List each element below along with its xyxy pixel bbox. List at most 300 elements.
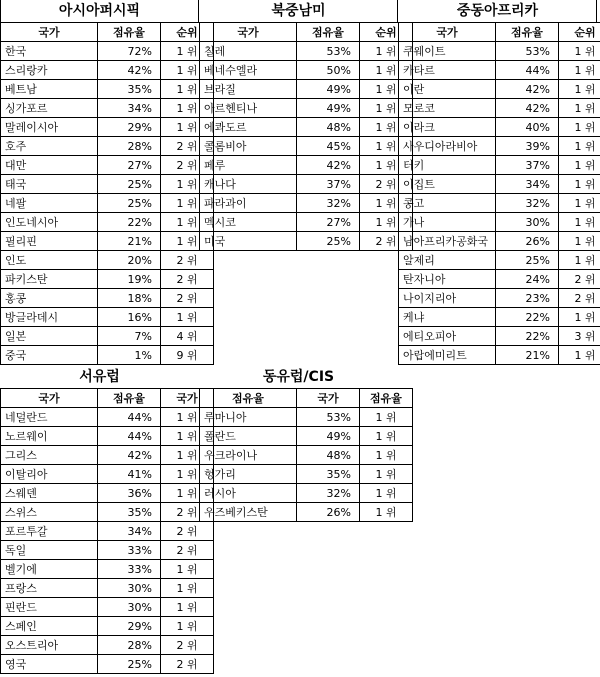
table-row [1,289,214,308]
table-row [200,232,413,251]
rank-cell: 1 위 [161,308,214,327]
table-row [1,42,214,61]
table-row [200,465,413,484]
table-body [1,42,214,365]
country-cell: 스웨덴 [1,484,98,503]
table-header-row [200,23,413,42]
share-cell: 44% [98,408,161,427]
country-cell: 루마니아 [200,408,297,427]
share-cell: 42% [98,61,161,80]
table-row [1,118,214,137]
rank-cell: 1 위 [360,465,413,484]
country-cell: 멕시코 [200,213,297,232]
rank-cell: 1 위 [360,408,413,427]
rank-cell: 2 위 [360,175,413,194]
table-row [200,503,413,522]
table-row [200,80,413,99]
table-row [1,560,214,579]
header-cell: 순위 [559,23,600,42]
rank-cell: 1 위 [559,80,600,99]
table-row [1,308,214,327]
country-cell: 싱가포르 [1,99,98,118]
table-row [200,61,413,80]
rank-cell: 1 위 [161,118,214,137]
table-row [200,137,413,156]
country-cell: 스페인 [1,617,98,636]
header-cell: 국가 [1,389,98,408]
rank-cell: 1 위 [559,118,600,137]
country-cell: 터키 [399,156,496,175]
table-row [1,251,214,270]
country-cell: 노르웨이 [1,427,98,446]
country-cell: 알제리 [399,251,496,270]
share-cell: 42% [98,446,161,465]
share-cell: 34% [98,522,161,541]
region-title: 서유럽 [79,369,120,385]
rank-cell: 1 위 [559,99,600,118]
rank-cell: 1 위 [360,427,413,446]
share-cell: 19% [98,270,161,289]
region-block-western-europe [0,366,199,674]
country-cell: 카타르 [399,61,496,80]
share-cell: 33% [98,560,161,579]
region-title: 아시아퍼시픽 [58,3,141,19]
table-row [1,503,214,522]
rank-cell: 1 위 [161,175,214,194]
rank-cell: 1 위 [161,42,214,61]
rank-cell: 1 위 [161,213,214,232]
country-cell: 에콰도르 [200,118,297,137]
table-header-row [1,23,214,42]
share-cell: 29% [98,118,161,137]
share-cell: 35% [98,503,161,522]
country-cell: 방글라데시 [1,308,98,327]
country-cell: 브라질 [200,80,297,99]
share-cell: 49% [297,80,360,99]
share-cell: 32% [297,484,360,503]
country-cell: 이탈리아 [1,465,98,484]
share-cell: 24% [496,270,559,289]
table-row [399,232,600,251]
table-row [1,522,214,541]
table-row [200,99,413,118]
header-cell: 국가 [200,23,297,42]
country-cell: 인도 [1,251,98,270]
country-cell: 콜롬비아 [200,137,297,156]
share-cell: 33% [98,541,161,560]
table-row [1,270,214,289]
header-cell: 국가 [399,23,496,42]
header-cell: 점유율 [98,23,161,42]
country-cell: 러시아 [200,484,297,503]
country-cell: 콩고 [399,194,496,213]
table-row [1,655,214,674]
share-cell: 35% [297,465,360,484]
table-row [200,427,413,446]
frame-line [397,0,398,22]
region-block-middle-east-africa [398,0,597,365]
table-body [200,42,413,251]
rank-cell: 1 위 [559,175,600,194]
share-cell: 18% [98,289,161,308]
rank-cell: 2 위 [161,270,214,289]
country-cell: 파라과이 [200,194,297,213]
table-row [1,484,214,503]
country-cell: 파키스탄 [1,270,98,289]
rank-cell: 1 위 [559,232,600,251]
share-cell: 35% [98,80,161,99]
country-cell: 가나 [399,213,496,232]
rank-cell: 1 위 [161,427,214,446]
share-cell: 32% [297,194,360,213]
frame-line [596,0,597,22]
table-header-row [200,389,413,408]
share-cell: 16% [98,308,161,327]
rank-cell: 1 위 [559,213,600,232]
header-cell: 점유율 [496,23,559,42]
rank-cell: 1 위 [559,251,600,270]
share-cell: 42% [496,99,559,118]
share-cell: 25% [98,655,161,674]
share-cell: 42% [496,80,559,99]
table-row [1,541,214,560]
share-cell: 28% [98,636,161,655]
rank-cell: 1 위 [559,42,600,61]
region-block-americas [199,0,398,251]
rank-cell: 1 위 [559,346,600,365]
table-row [1,327,214,346]
share-cell: 30% [98,598,161,617]
rank-cell: 4 위 [161,327,214,346]
table-row [200,484,413,503]
rank-cell: 2 위 [161,522,214,541]
share-cell: 34% [98,99,161,118]
country-cell: 우크라이나 [200,446,297,465]
share-cell: 40% [496,118,559,137]
region-block-asia-pacific [0,0,199,365]
country-cell: 한국 [1,42,98,61]
country-cell: 네덜란드 [1,408,98,427]
rank-cell: 1 위 [161,617,214,636]
table-row [200,175,413,194]
region-title: 북중남미 [271,3,326,19]
table-row [1,175,214,194]
header-cell: 점유율 [297,23,360,42]
table-row [399,308,600,327]
rank-cell: 1 위 [161,598,214,617]
table-row [1,598,214,617]
share-cell: 25% [297,232,360,251]
table-row [1,213,214,232]
share-cell: 49% [297,427,360,446]
country-cell: 일본 [1,327,98,346]
country-cell: 폴란드 [200,427,297,446]
country-cell: 인도네시아 [1,213,98,232]
rank-cell: 1 위 [360,61,413,80]
header-cell: 국가 [297,389,360,408]
header-cell: 점유율 [360,389,413,408]
country-cell: 칠레 [200,42,297,61]
country-cell: 독일 [1,541,98,560]
country-cell: 핀란드 [1,598,98,617]
share-cell: 48% [297,118,360,137]
country-cell: 에티오피아 [399,327,496,346]
rank-cell: 1 위 [161,408,214,427]
rank-cell: 2 위 [161,251,214,270]
table-row [399,194,600,213]
rank-cell: 2 위 [161,137,214,156]
table-row [399,213,600,232]
table-row [399,42,600,61]
table-header-row [1,389,214,408]
country-cell: 헝가리 [200,465,297,484]
frame-line [0,0,1,22]
table-row [1,579,214,598]
table-row [399,175,600,194]
share-cell: 49% [297,99,360,118]
country-cell: 우즈베키스탄 [200,503,297,522]
table-row [1,427,214,446]
rank-cell: 1 위 [161,232,214,251]
share-cell: 7% [98,327,161,346]
table-row [1,408,214,427]
rank-cell: 2 위 [559,270,600,289]
table-row [1,346,214,365]
country-cell: 필리핀 [1,232,98,251]
rank-cell: 2 위 [161,503,214,522]
rank-cell: 2 위 [161,655,214,674]
rank-cell: 2 위 [161,289,214,308]
table-row [1,137,214,156]
share-cell: 41% [98,465,161,484]
share-cell: 50% [297,61,360,80]
share-cell: 30% [98,579,161,598]
rank-cell: 1 위 [559,61,600,80]
rank-cell: 1 위 [161,560,214,579]
rank-cell: 1 위 [360,484,413,503]
rank-cell: 1 위 [161,80,214,99]
share-cell: 20% [98,251,161,270]
header-cell: 순위 [360,23,413,42]
rank-cell: 1 위 [360,446,413,465]
table-row [200,194,413,213]
table-row [1,232,214,251]
table-row [399,61,600,80]
table-row [1,446,214,465]
rank-cell: 1 위 [360,156,413,175]
country-cell: 남아프리카공화국 [399,232,496,251]
country-cell: 이란 [399,80,496,99]
country-cell: 아르헨티나 [200,99,297,118]
share-cell: 25% [496,251,559,270]
country-cell: 호주 [1,137,98,156]
table-header-row [399,23,600,42]
table-row [399,289,600,308]
country-cell: 벨기에 [1,560,98,579]
rank-cell: 3 위 [559,327,600,346]
table-row [1,636,214,655]
country-cell: 영국 [1,655,98,674]
share-cell: 30% [496,213,559,232]
table-row [200,118,413,137]
share-cell: 28% [98,137,161,156]
country-cell: 이라크 [399,118,496,137]
share-cell: 27% [98,156,161,175]
table-row [399,270,600,289]
table-row [399,118,600,137]
table-row [399,251,600,270]
rank-cell: 1 위 [161,465,214,484]
table-row [1,156,214,175]
rank-cell: 1 위 [360,118,413,137]
region-block-eastern-europe-cis [199,366,402,522]
frame-line [198,0,199,22]
table-row [399,327,600,346]
table-row [200,156,413,175]
share-cell: 37% [496,156,559,175]
rank-cell: 1 위 [161,99,214,118]
region-table [398,22,600,365]
country-cell: 탄자니아 [399,270,496,289]
table-row [200,408,413,427]
rank-cell: 1 위 [360,213,413,232]
share-cell: 53% [496,42,559,61]
region-table [0,388,214,674]
rank-cell: 1 위 [360,503,413,522]
share-cell: 29% [98,617,161,636]
country-cell: 스리랑카 [1,61,98,80]
country-cell: 케냐 [399,308,496,327]
rank-cell: 2 위 [360,232,413,251]
share-cell: 1% [98,346,161,365]
header-cell: 국가 [1,23,98,42]
table-row [200,213,413,232]
share-cell: 34% [496,175,559,194]
rank-cell: 1 위 [559,156,600,175]
share-cell: 53% [297,408,360,427]
table-row [399,99,600,118]
share-cell: 26% [496,232,559,251]
table-row [399,346,600,365]
country-cell: 베네수엘라 [200,61,297,80]
country-cell: 베트남 [1,80,98,99]
region-table [199,22,413,251]
region-table [0,22,214,365]
share-cell: 22% [496,308,559,327]
rank-cell: 1 위 [559,194,600,213]
country-cell: 중국 [1,346,98,365]
share-cell: 44% [496,61,559,80]
share-cell: 26% [297,503,360,522]
share-cell: 45% [297,137,360,156]
share-cell: 48% [297,446,360,465]
table-row [399,80,600,99]
table-body [200,408,413,522]
country-cell: 말레이시아 [1,118,98,137]
rank-cell: 1 위 [161,579,214,598]
table-row [1,194,214,213]
country-cell: 쿠웨이트 [399,42,496,61]
country-cell: 이집트 [399,175,496,194]
country-cell: 그리스 [1,446,98,465]
rank-cell: 1 위 [161,61,214,80]
rank-cell: 2 위 [559,289,600,308]
country-cell: 프랑스 [1,579,98,598]
share-cell: 72% [98,42,161,61]
header-cell: 순위 [161,23,214,42]
table-row [200,446,413,465]
country-cell: 스위스 [1,503,98,522]
share-cell: 32% [496,194,559,213]
rank-cell: 1 위 [559,137,600,156]
rank-cell: 2 위 [161,541,214,560]
rank-cell: 1 위 [360,137,413,156]
share-cell: 36% [98,484,161,503]
country-cell: 아랍에미리트 [399,346,496,365]
rank-cell: 1 위 [161,484,214,503]
country-cell: 대만 [1,156,98,175]
country-cell: 나이지리아 [399,289,496,308]
share-cell: 21% [496,346,559,365]
country-cell: 홍콩 [1,289,98,308]
rank-cell: 2 위 [161,156,214,175]
rank-cell: 1 위 [161,446,214,465]
share-cell: 39% [496,137,559,156]
table-body [399,42,600,365]
share-cell: 37% [297,175,360,194]
rank-cell: 1 위 [360,99,413,118]
rank-cell: 1 위 [360,194,413,213]
country-cell: 태국 [1,175,98,194]
country-cell: 모로코 [399,99,496,118]
table-row [399,137,600,156]
rank-cell: 9 위 [161,346,214,365]
country-cell: 페루 [200,156,297,175]
header-cell: 점유율 [200,389,297,408]
region-title: 동유럽/CIS [262,369,335,385]
header-cell: 점유율 [98,389,161,408]
country-cell: 네팔 [1,194,98,213]
header-cell: 국가 [161,389,214,408]
table-row [399,156,600,175]
region-table [199,388,413,522]
share-cell: 25% [98,194,161,213]
share-cell: 21% [98,232,161,251]
country-cell: 사우디아라비아 [399,137,496,156]
rank-cell: 2 위 [161,636,214,655]
share-cell: 44% [98,427,161,446]
country-cell: 오스트리아 [1,636,98,655]
country-cell: 미국 [200,232,297,251]
share-cell: 22% [496,327,559,346]
table-row [1,465,214,484]
rank-cell: 1 위 [360,80,413,99]
share-cell: 42% [297,156,360,175]
share-cell: 27% [297,213,360,232]
rank-cell: 1 위 [360,42,413,61]
table-row [1,61,214,80]
share-cell: 23% [496,289,559,308]
country-cell: 캐나다 [200,175,297,194]
rank-cell: 1 위 [559,308,600,327]
country-cell: 포르투갈 [1,522,98,541]
share-cell: 22% [98,213,161,232]
region-title: 중동아프리카 [456,3,539,19]
table-row [1,80,214,99]
table-body [1,408,214,674]
table-row [200,42,413,61]
share-cell: 53% [297,42,360,61]
